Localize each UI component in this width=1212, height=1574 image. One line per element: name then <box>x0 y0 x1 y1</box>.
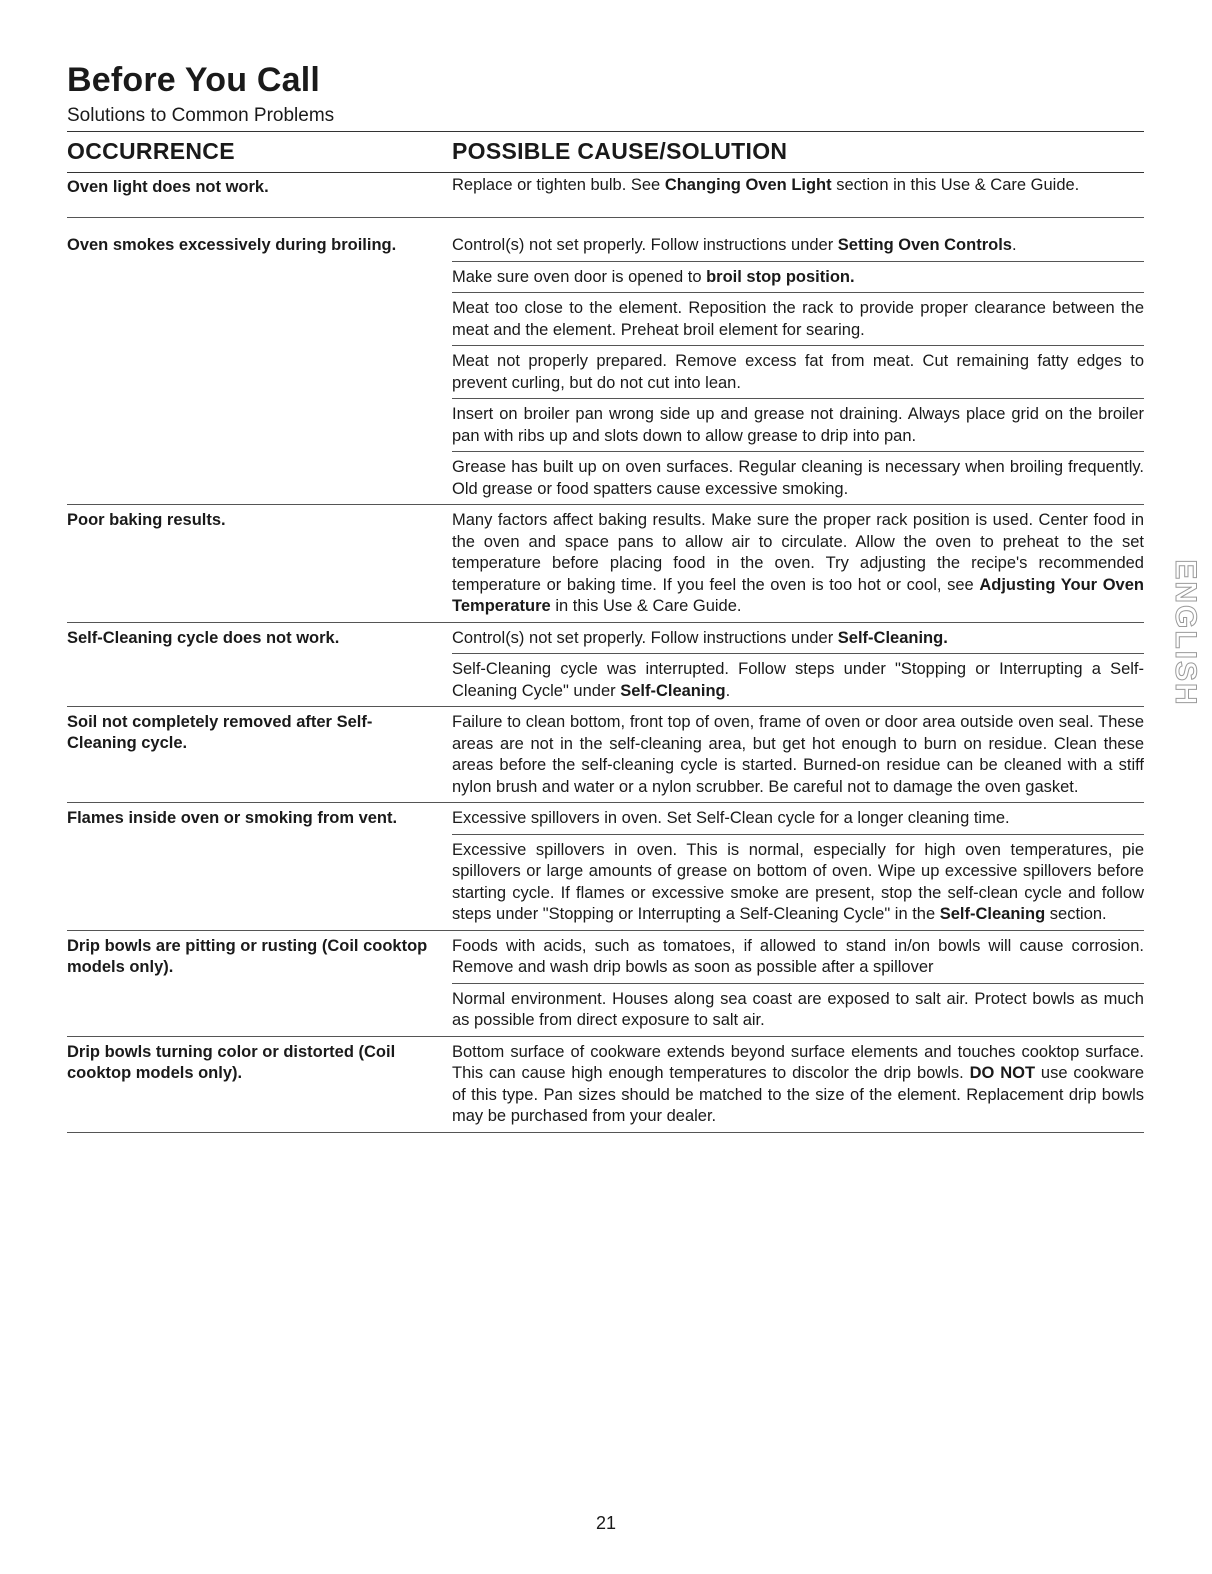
solution-item <box>452 451 1144 504</box>
solution-text: Many factors affect baking results. Make sure the proper rack position is used. Center food in the oven and space pans to allow air to circulate. Allow the oven to preheat to the set temperature before placing food in the oven. Try adjusting the recipe's recommended temperature or baking time. If you feel the oven is too hot or cool, see <box>452 511 1144 594</box>
language-side-tab-label: ENGLISH <box>1169 558 1202 707</box>
solution-emphasis: Changing Oven Light <box>664 176 832 194</box>
solution-text: . <box>1011 236 1017 254</box>
solution-cell <box>452 505 1144 622</box>
solution-item <box>452 292 1144 345</box>
solution-text: Bottom surface of cookware extends beyond surface elements and touches cooktop surface. This can cause high enough temperatures to discolor the drip bowls. <box>452 1042 1144 1082</box>
solution-text: Meat not properly prepared. Remove excess fat from meat. Cut remaining fatty edges to prevent curling, but do not cut into lean. <box>452 352 1144 392</box>
solution-cell <box>452 172 1144 217</box>
solution-item <box>452 230 1144 261</box>
solution-item <box>452 261 1144 293</box>
table-row <box>67 931 1144 1037</box>
occurrence-cell: Oven light does not work. <box>67 178 269 196</box>
solution-emphasis: DO NOT <box>969 1064 1036 1082</box>
table-row <box>67 172 1144 218</box>
solution-text: Excessive spillovers in oven. Set Self-Clean cycle for a longer cleaning time. <box>452 809 1010 827</box>
occurrence-cell: Self-Cleaning cycle does not work. <box>67 628 340 647</box>
occurrence-cell: Flames inside oven or smoking from vent. <box>67 809 398 827</box>
solution-emphasis: Self-Cleaning <box>939 905 1046 923</box>
solution-text: in this Use & Care Guide. <box>550 597 742 615</box>
table-row <box>67 1037 1144 1133</box>
solution-text: Foods with acids, such as tomatoes, if allowed to stand in/on bowls will cause corrosion. Remove and wash drip bowls as soon as possible after a spillover <box>452 936 1144 976</box>
solution-text: . <box>725 681 731 700</box>
column-header-occurrence: OCCURRENCE <box>67 138 235 164</box>
solution-item <box>452 931 1144 983</box>
language-side-tab <box>1168 560 1202 705</box>
solution-text: Insert on broiler pan wrong side up and grease not draining. Always place grid on the broiler pan with ribs up and slots down to allow grease to drip into pan. <box>452 405 1144 445</box>
solution-item <box>452 505 1144 622</box>
solution-item <box>452 834 1144 930</box>
solution-text: Make sure oven door is opened to <box>452 267 707 286</box>
table-row <box>67 707 1144 803</box>
solution-emphasis: Adjusting Your Oven Temperature <box>452 575 1144 615</box>
column-header-solution: POSSIBLE CAUSE/SOLUTION <box>452 138 788 164</box>
solution-text: section in this Use & Care Guide. <box>831 176 1080 194</box>
solution-cell <box>452 931 1144 1036</box>
solution-item <box>452 983 1144 1036</box>
occurrence-cell: Poor baking results. <box>67 511 226 529</box>
occurrence-cell: Oven smokes excessively during broiling. <box>67 236 397 254</box>
table-row <box>67 803 1144 931</box>
solution-emphasis: broil stop position. <box>706 267 855 286</box>
solution-item <box>452 398 1144 451</box>
table-row <box>67 505 1144 623</box>
table-row <box>67 623 1144 708</box>
solution-item <box>452 623 1144 654</box>
solution-cell <box>452 230 1144 504</box>
solution-text: Meat too close to the element. Reposition the rack to provide proper clearance between the meat and the element. Preheat broil element for searing. <box>452 299 1144 339</box>
page-number: 21 <box>595 1513 617 1533</box>
solution-cell <box>452 623 1144 707</box>
solution-cell <box>452 1037 1144 1132</box>
solution-item <box>452 653 1144 706</box>
solution-emphasis: Self-Cleaning <box>620 681 726 700</box>
solution-text: Grease has built up on oven surfaces. Regular cleaning is necessary when broiling frequently. Old grease or food spatters cause excessive smoking. <box>452 458 1144 498</box>
solution-item <box>452 172 1144 201</box>
header-top-rule <box>67 131 1144 132</box>
solution-emphasis: Self-Cleaning. <box>837 628 948 647</box>
page-title: Before You Call <box>67 61 321 99</box>
page-subtitle: Solutions to Common Problems <box>67 105 335 126</box>
solution-item <box>452 345 1144 398</box>
solution-text: Control(s) not set properly. Follow instructions under <box>452 236 838 254</box>
solution-text: use cookware of this type. Pan sizes should be matched to the size of the element. Replacement drip bowls may be purchased from your dealer. <box>452 1064 1144 1125</box>
occurrence-cell: Soil not completely removed after Self-Cleaning cycle. <box>67 713 373 752</box>
troubleshooting-table <box>67 172 1144 1133</box>
occurrence-cell: Drip bowls turning color or distorted (Coil cooktop models only). <box>67 1042 396 1082</box>
solution-item <box>452 803 1144 834</box>
solution-text: Normal environment. Houses along sea coast are exposed to salt air. Protect bowls as much as possible from direct exposure to salt air. <box>452 989 1144 1029</box>
solution-item <box>452 1037 1144 1132</box>
solution-text: Control(s) not set properly. Follow instructions under <box>452 628 838 647</box>
solution-text: section. <box>1045 905 1107 923</box>
solution-cell <box>452 803 1144 930</box>
solution-item <box>452 707 1144 802</box>
solution-text: Excessive spillovers in oven. This is normal, especially for high oven temperatures, pie spillovers or large amounts of grease on bottom of oven. Wipe up excessive spillovers before starting cycle. If flames or excessive smoke are present, stop the self-clean cycle and follow steps under "Stopping or Interrupting a Self-Cleaning Cycle" in the <box>452 840 1144 923</box>
solution-text: Self-Cleaning cycle was interrupted. Follow steps under "Stopping or Interrupting a Self-Cleaning Cycle" under <box>452 660 1144 700</box>
table-row <box>67 230 1144 505</box>
solution-text: Failure to clean bottom, front top of oven, frame of oven or door area outside oven seal. These areas are not in the self-cleaning area, but get hot enough to burn on residue. Clean these areas before the self-cleaning cycle is started. Burned-on residue can be cleaned with a stiff nylon brush and water or a nylon scrubber. Be careful not to damage the oven gasket. <box>452 713 1144 796</box>
occurrence-cell: Drip bowls are pitting or rusting (Coil cooktop models only). <box>67 936 428 976</box>
solution-emphasis: Setting Oven Controls <box>837 236 1012 254</box>
solution-cell <box>452 707 1144 802</box>
solution-text: Replace or tighten bulb. See <box>452 176 665 194</box>
